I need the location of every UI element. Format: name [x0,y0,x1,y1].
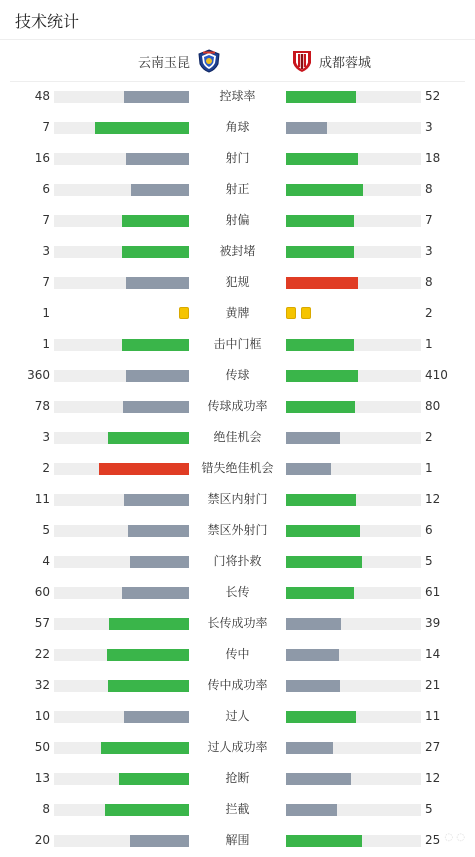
away-value: 1 [425,461,433,475]
home-bar-track [54,370,189,382]
stat-row [0,701,475,732]
home-value: 8 [42,802,50,816]
teams-row [10,41,465,82]
home-bar-track [54,246,189,258]
home-bar-track [54,339,189,351]
away-value: 25 [425,833,441,847]
away-value: 18 [425,151,441,165]
away-bar-track [286,680,421,692]
yunnan-yukun-crest-icon [198,49,220,73]
home-value: 7 [42,213,50,227]
home-yellow-cards [179,307,189,319]
yellow-card-icon [301,307,311,319]
away-value: 8 [425,182,433,196]
home-bar [130,835,189,847]
stat-label: 禁区外射门 [207,523,268,537]
stat-label: 控球率 [219,89,256,103]
home-value: 7 [42,275,50,289]
stat-label: 被封堵 [219,244,256,258]
away-bar [286,711,356,723]
away-bar-track [286,463,421,475]
home-value: 13 [34,771,50,785]
home-bar [99,463,189,475]
stat-row [0,236,475,267]
away-value: 7 [425,213,433,227]
stat-label: 禁区内射门 [207,492,268,506]
yellow-card-icon [179,307,189,319]
stat-label: 传中 [225,647,250,661]
home-value: 48 [34,89,50,103]
stat-row [0,484,475,515]
away-value: 61 [425,585,441,599]
stat-row [0,81,475,112]
away-bar-track [286,339,421,351]
stat-label: 犯规 [225,275,250,289]
home-bar [105,804,189,816]
stat-label: 射正 [225,182,250,196]
stat-row [0,577,475,608]
away-bar [286,122,327,134]
stat-label: 门将扑救 [213,554,262,568]
away-team [291,49,371,73]
home-bar-track [54,91,189,103]
home-bar [130,556,189,568]
stat-label: 抢断 [225,771,250,785]
home-bar-track [54,277,189,289]
away-bar [286,246,354,258]
away-bar [286,804,337,816]
home-bar-track [54,587,189,599]
away-value: 1 [425,337,433,351]
home-bar-track [54,556,189,568]
stat-row [0,670,475,701]
home-bar-track [54,649,189,661]
away-bar-track [286,494,421,506]
stat-label: 解围 [225,833,250,847]
home-bar [124,711,189,723]
home-value: 3 [42,430,50,444]
home-value: 360 [27,368,50,382]
home-value: 11 [34,492,50,506]
away-value: 2 [425,306,433,320]
home-bar-track [54,525,189,537]
home-bar [101,742,189,754]
away-bar-track [286,587,421,599]
away-team-name: 成都蓉城 [319,55,372,71]
stat-row [0,267,475,298]
stat-label: 传中成功率 [207,678,268,692]
away-bar [286,463,331,475]
home-bar [126,153,189,165]
home-bar [122,246,190,258]
away-bar-track [286,122,421,134]
home-bar [128,525,189,537]
home-bar [124,494,189,506]
stat-row [0,763,475,794]
home-bar-track [54,153,189,165]
away-bar [286,370,358,382]
home-bar [107,649,189,661]
away-value: 8 [425,275,433,289]
away-bar [286,680,340,692]
away-bar [286,153,358,165]
stat-label: 传球成功率 [207,399,268,413]
away-bar-track [286,153,421,165]
home-bar [95,122,190,134]
home-value: 5 [42,523,50,537]
home-bar-track [54,494,189,506]
away-bar-track [286,742,421,754]
stat-row [0,298,475,329]
watermark-icon: ◌ ◌ [444,832,465,843]
home-bar [126,277,189,289]
away-bar [286,432,340,444]
away-bar [286,494,356,506]
home-bar-track [54,742,189,754]
home-bar-track [54,432,189,444]
away-value: 14 [425,647,441,661]
home-bar-track [54,680,189,692]
home-bar-track [54,122,189,134]
away-value: 3 [425,244,433,258]
away-value: 27 [425,740,441,754]
stat-label: 击中门框 [213,337,262,351]
chengdu-rongcheng-crest-icon [291,49,313,73]
home-bar-track [54,401,189,413]
home-value: 10 [34,709,50,723]
stat-row [0,453,475,484]
home-bar-track [54,804,189,816]
stat-row [0,732,475,763]
home-bar-track [54,618,189,630]
away-bar-track [286,246,421,258]
away-bar-track [286,835,421,847]
away-bar-track [286,370,421,382]
stat-label: 长传成功率 [207,616,268,630]
home-bar [119,773,189,785]
home-bar [123,401,189,413]
away-bar-track [286,804,421,816]
stat-row [0,143,475,174]
away-bar-track [286,711,421,723]
stat-row [0,391,475,422]
away-value: 6 [425,523,433,537]
home-bar-track [54,215,189,227]
home-bar-track [54,184,189,196]
away-value: 12 [425,771,441,785]
stat-label: 过人 [225,709,250,723]
away-bar [286,773,351,785]
home-bar [108,680,189,692]
away-bar-track [286,184,421,196]
stat-row [0,205,475,236]
stat-row [0,329,475,360]
away-bar-track [286,773,421,785]
away-bar [286,401,355,413]
home-bar [126,370,189,382]
home-bar [122,587,190,599]
stat-row [0,112,475,143]
stat-row [0,360,475,391]
away-bar-track [286,649,421,661]
stat-row [0,794,475,825]
stat-label: 射门 [225,151,250,165]
home-bar [109,618,189,630]
home-bar-track [54,773,189,785]
home-value: 1 [42,337,50,351]
away-value: 39 [425,616,441,630]
away-yellow-cards [286,307,311,319]
home-value: 1 [42,306,50,320]
home-value: 4 [42,554,50,568]
stat-row [0,174,475,205]
home-value: 2 [42,461,50,475]
home-value: 20 [34,833,50,847]
stat-row [0,608,475,639]
home-value: 57 [34,616,50,630]
away-value: 21 [425,678,441,692]
stat-row [0,546,475,577]
stats-list [0,81,475,856]
away-bar-track [286,91,421,103]
away-bar [286,556,362,568]
away-value: 5 [425,802,433,816]
stat-label: 角球 [225,120,250,134]
away-bar [286,184,363,196]
stat-label: 传球 [225,368,250,382]
home-bar [131,184,189,196]
away-bar [286,525,360,537]
stat-label: 拦截 [225,802,250,816]
away-bar-track [286,556,421,568]
stat-label: 黄牌 [225,306,250,320]
away-bar-track [286,618,421,630]
away-bar [286,339,354,351]
home-team-name: 云南玉昆 [137,55,190,71]
home-bar-track [54,463,189,475]
stat-label: 绝佳机会 [213,430,262,444]
stat-label: 长传 [225,585,250,599]
away-bar [286,835,362,847]
stat-label: 射偏 [225,213,250,227]
home-team [138,49,220,73]
home-bar [124,91,189,103]
away-value: 11 [425,709,441,723]
page-title: 技术统计 [15,12,80,31]
home-bar [122,339,190,351]
stat-label: 过人成功率 [207,740,268,754]
away-bar-track [286,215,421,227]
stat-row [0,825,475,856]
home-value: 60 [34,585,50,599]
home-value: 50 [34,740,50,754]
home-value: 16 [34,151,50,165]
yellow-card-icon [286,307,296,319]
stats-header [0,0,475,40]
away-value: 5 [425,554,433,568]
home-value: 7 [42,120,50,134]
away-bar [286,91,356,103]
stat-row [0,422,475,453]
away-bar-track [286,432,421,444]
away-bar [286,215,354,227]
away-bar [286,277,358,289]
away-bar [286,742,333,754]
home-value: 32 [34,678,50,692]
home-value: 22 [34,647,50,661]
home-value: 6 [42,182,50,196]
home-bar-track [54,711,189,723]
away-bar-track [286,277,421,289]
away-bar [286,618,341,630]
away-bar [286,649,339,661]
home-value: 3 [42,244,50,258]
away-value: 2 [425,430,433,444]
stat-row [0,515,475,546]
home-bar [122,215,190,227]
home-bar [108,432,189,444]
away-value: 12 [425,492,441,506]
away-value: 52 [425,89,441,103]
home-bar-track [54,835,189,847]
away-bar-track [286,525,421,537]
away-value: 80 [425,399,441,413]
away-bar [286,587,354,599]
stat-label: 错失绝佳机会 [201,461,274,475]
away-value: 3 [425,120,433,134]
stat-row [0,639,475,670]
away-value: 410 [425,368,448,382]
home-value: 78 [34,399,50,413]
away-bar-track [286,401,421,413]
